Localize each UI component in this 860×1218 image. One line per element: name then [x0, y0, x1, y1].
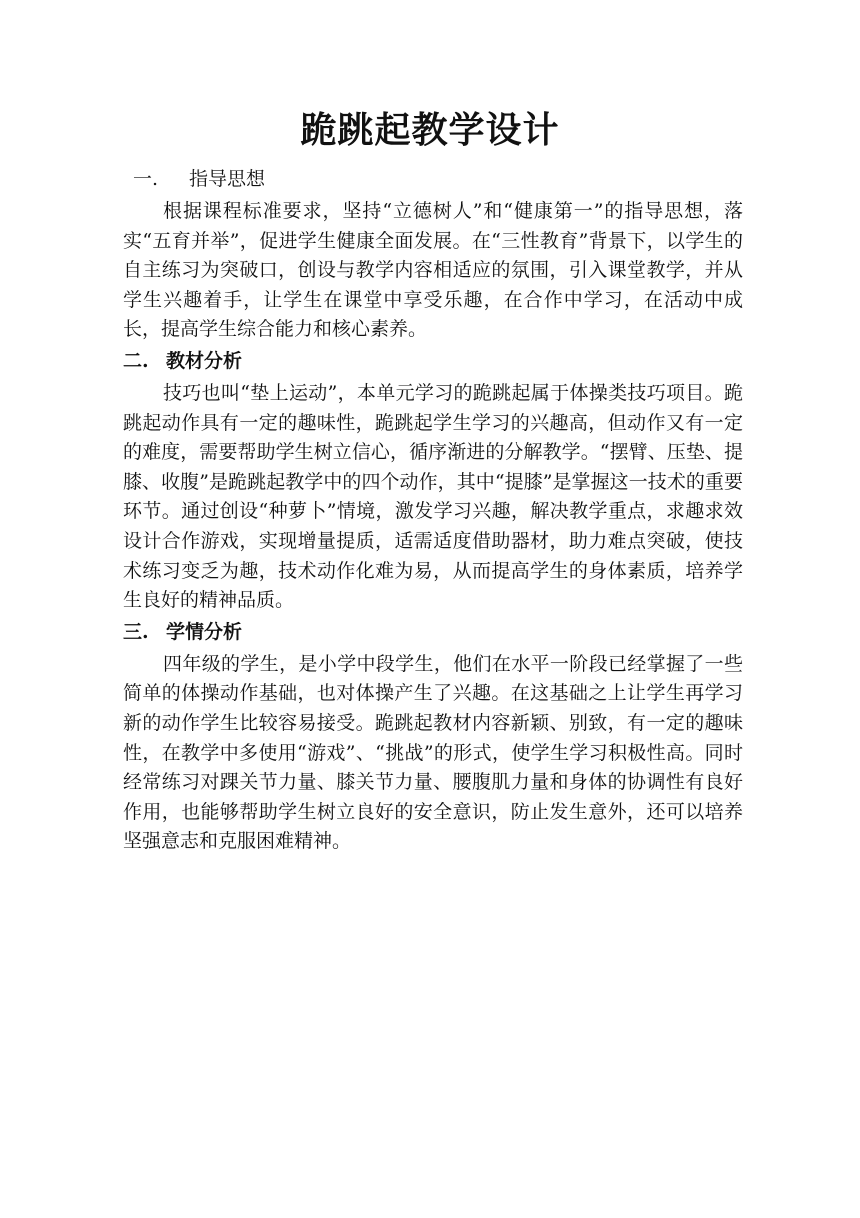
section-heading-text: 教材分析 — [166, 349, 243, 372]
section-paragraph: 四年级的学生，是小学中段学生，他们在水平一阶段已经掌握了一些简单的体操动作基础，也对体操产生了兴趣。在这基础之上让学生再学习新的动作学生比较容易接受。跪跳起教材内容新颖、别致，有一定的趣味性，在教学中多使用“游戏”、“挑战”的形式，使学生学习积极性高。同时经常练习对踝关节力量、膝关节力量、腰腹肌力量和身体的协调性有良好作用，也能够帮助学生树立良好的安全意识，防止发生意外，还可以培养坚强意志和克服困难精神。 — [123, 652, 743, 853]
section-heading — [123, 617, 743, 647]
section-heading-text: 学情分析 — [166, 620, 243, 643]
section-paragraph: 技巧也叫“垫上运动”，本单元学习的跪跳起属于体操类技巧项目。跪跳起动作具有一定的趣味性，跪跳起学生学习的兴趣高，但动作又有一定的难度，需要帮助学生树立信心，循序渐进的分解教学。“摆臂、压垫、提膝、收腹”是跪跳起教学中的四个动作，其中“提膝”是掌握这一技术的重要环节。通过创设“种萝卜”情境，激发学习兴趣，解决教学重点，求趣求效设计合作游戏，实现增量提质，适需适度借助器材，助力难点突破，使技术练习变乏为趣，技术动作化难为易，从而提高学生的身体素质，培养学生良好的精神品质。 — [123, 381, 743, 612]
section-student-analysis — [123, 617, 743, 857]
section-guiding-ideology — [123, 164, 743, 345]
section-paragraph: 根据课程标准要求，坚持“立德树人”和“健康第一”的指导思想，落实“五育并举”，促进学生健康全面发展。在“三性教育”背景下，以学生的自主练习为突破口，创设与教学内容相适应的氛围，引入课堂教学，并从学生兴趣着手，让学生在课堂中享受乐趣，在合作中学习，在活动中成长，提高学生综合能力和核心素养。 — [123, 200, 743, 341]
document-title: 跪跳起教学设计 — [300, 109, 560, 151]
section-heading — [123, 346, 743, 376]
section-heading — [123, 164, 743, 194]
section-heading-text: 指导思想 — [189, 168, 266, 190]
section-material-analysis — [123, 346, 743, 616]
document-body — [123, 164, 743, 858]
section-number: 三. — [123, 620, 149, 643]
section-number: 一. — [133, 168, 159, 190]
section-number: 二. — [123, 349, 149, 372]
